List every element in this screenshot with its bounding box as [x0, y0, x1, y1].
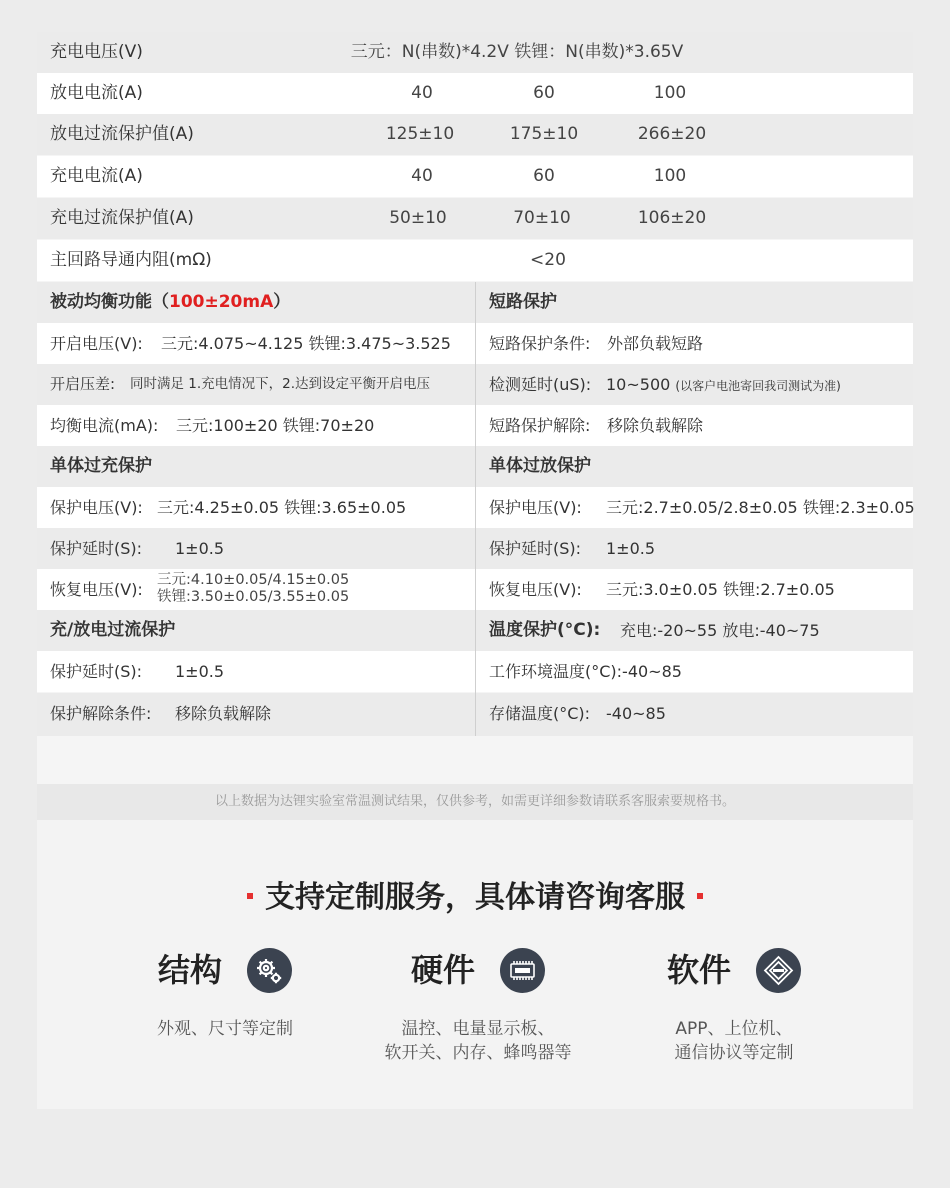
- temp-protect-title: 温度保护(°C):: [489, 620, 601, 640]
- short-release-value: 移除负载解除: [607, 416, 704, 435]
- short-release-label: 短路保护解除:: [489, 416, 591, 435]
- chip-board-icon: [500, 948, 545, 993]
- storage-temp-label: 存储温度(°C):: [489, 704, 591, 723]
- row-value-3: 266±20: [637, 124, 707, 144]
- detect-delay-label: 检测延时(uS):: [489, 375, 592, 394]
- oc-delay-value: 1±0.5: [175, 539, 225, 558]
- row-value-2: 70±10: [513, 208, 571, 228]
- storage-temp-value: -40~85: [606, 704, 666, 723]
- detect-delay-note: (以客户电池寄回我司测试为准): [675, 379, 841, 393]
- row-value-1: 40: [411, 83, 433, 103]
- row-label: 充电过流保护值(A): [50, 208, 194, 228]
- row-value-2: 60: [533, 83, 555, 103]
- balance-title: 被动均衡功能（100±20mA）: [50, 292, 291, 312]
- feature-desc-line1: 外观、尺寸等定制: [157, 1019, 293, 1039]
- balance-current-value: 三元:100±20 铁锂:70±20: [176, 416, 375, 435]
- red-square-icon: [247, 893, 253, 899]
- custom-headline: 支持定制服务，具体请咨询客服: [37, 872, 913, 916]
- feature-structure: [100, 945, 350, 1041]
- feature-desc-line2: 通信协议等定制: [674, 1043, 794, 1063]
- od-recover-label: 恢复电压(V):: [489, 580, 582, 599]
- open-diff-value: 同时满足 1.充电情况下，2.达到设定平衡开启电压: [130, 376, 431, 392]
- short-circuit-title: 短路保护: [489, 292, 557, 312]
- open-voltage-value: 三元:4.075~4.125 铁锂:3.475~3.525: [161, 334, 451, 353]
- disclaimer-note: 以上数据为达锂实验室常温测试结果，仅供参考，如需更详细参数请联系客服索要规格书。: [37, 784, 913, 820]
- row-value-2: 60: [533, 166, 555, 186]
- spec-row-charge-voltage: [37, 32, 913, 73]
- od-delay-value: 1±0.5: [606, 539, 656, 558]
- feature-title: 软件: [666, 951, 731, 989]
- row-label: 放电过流保护值(A): [50, 124, 194, 144]
- oc-recover-label: 恢复电压(V):: [50, 580, 143, 599]
- row-value-1: 40: [411, 166, 433, 186]
- row-value-3: 100: [653, 166, 687, 186]
- feature-desc-line2: 软开关、内存、蜂鸣器等: [384, 1043, 572, 1063]
- feature-desc-line1: APP、上位机、: [675, 1019, 793, 1039]
- spec-card: [37, 32, 913, 1109]
- temp-protect-value: 充电:-20~55 放电:-40~75: [620, 621, 820, 640]
- row-value-1: 125±10: [385, 124, 455, 144]
- row-value-3: 106±20: [637, 208, 707, 228]
- feature-software: [609, 945, 859, 1065]
- overcharge-title: 单体过充保护: [50, 456, 152, 476]
- spec-row-charge-current: [37, 156, 913, 197]
- short-condition-label: 短路保护条件:: [489, 334, 591, 353]
- spec-row-charge-ocp: [37, 198, 913, 239]
- gears-icon: [247, 948, 292, 993]
- overcurrent-title: 充/放电过流保护: [50, 620, 176, 640]
- env-temp: 工作环境温度(°C):-40~85: [489, 662, 682, 681]
- open-voltage-label: 开启电压(V):: [50, 334, 143, 353]
- oc-recover-value: 三元:4.10±0.05/4.15±0.05 铁锂:3.50±0.05/3.55±0.05: [157, 572, 350, 605]
- oc-voltage-value: 三元:4.25±0.05 铁锂:3.65±0.05: [157, 498, 407, 517]
- row-label: 充电电压(V): [50, 42, 143, 62]
- feature-title: 硬件: [410, 951, 475, 989]
- ocp-delay-label: 保护延时(S):: [50, 662, 143, 681]
- row-value: 三元：N(串数)*4.2V 铁锂：N(串数)*3.65V: [350, 42, 684, 62]
- feature-title: 结构: [157, 951, 222, 989]
- row-label: 放电电流(A): [50, 83, 143, 103]
- row-value: <20: [530, 250, 566, 270]
- red-square-icon: [697, 893, 703, 899]
- ocp-release-value: 移除负载解除: [175, 704, 272, 723]
- short-condition-value: 外部负载短路: [607, 334, 704, 353]
- custom-service-section: [37, 820, 913, 1109]
- row-value-2: 175±10: [509, 124, 579, 144]
- od-voltage-value: 三元:2.7±0.05/2.8±0.05 铁锂:2.3±0.05: [606, 498, 915, 517]
- row-label: 主回路导通内阻(mΩ): [50, 250, 212, 270]
- row-value-3: 100: [653, 83, 687, 103]
- od-voltage-label: 保护电压(V):: [489, 498, 582, 517]
- balance-current-label: 均衡电流(mA):: [50, 416, 159, 435]
- column-divider: [475, 282, 476, 736]
- ocp-release-label: 保护解除条件:: [50, 704, 152, 723]
- detect-delay-value: 10~500 (以客户电池寄回我司测试为准): [606, 375, 841, 394]
- balance-value: 100±20mA: [169, 292, 274, 312]
- feature-hardware: [353, 945, 603, 1065]
- oc-voltage-label: 保护电压(V):: [50, 498, 143, 517]
- spec-row-resistance: [37, 240, 913, 281]
- row-label: 充电电流(A): [50, 166, 143, 186]
- spec-row-discharge-current: [37, 73, 913, 114]
- od-delay-label: 保护延时(S):: [489, 539, 582, 558]
- software-chip-icon: [756, 948, 801, 993]
- open-diff-label: 开启压差:: [50, 375, 116, 393]
- feature-desc-line1: 温控、电量显示板、: [401, 1019, 555, 1039]
- od-recover-value: 三元:3.0±0.05 铁锂:2.7±0.05: [606, 580, 835, 599]
- spec-row-discharge-ocp: [37, 114, 913, 155]
- oc-delay-label: 保护延时(S):: [50, 539, 143, 558]
- ocp-delay-value: 1±0.5: [175, 662, 225, 681]
- overdischarge-title: 单体过放保护: [489, 456, 591, 476]
- row-value-1: 50±10: [389, 208, 447, 228]
